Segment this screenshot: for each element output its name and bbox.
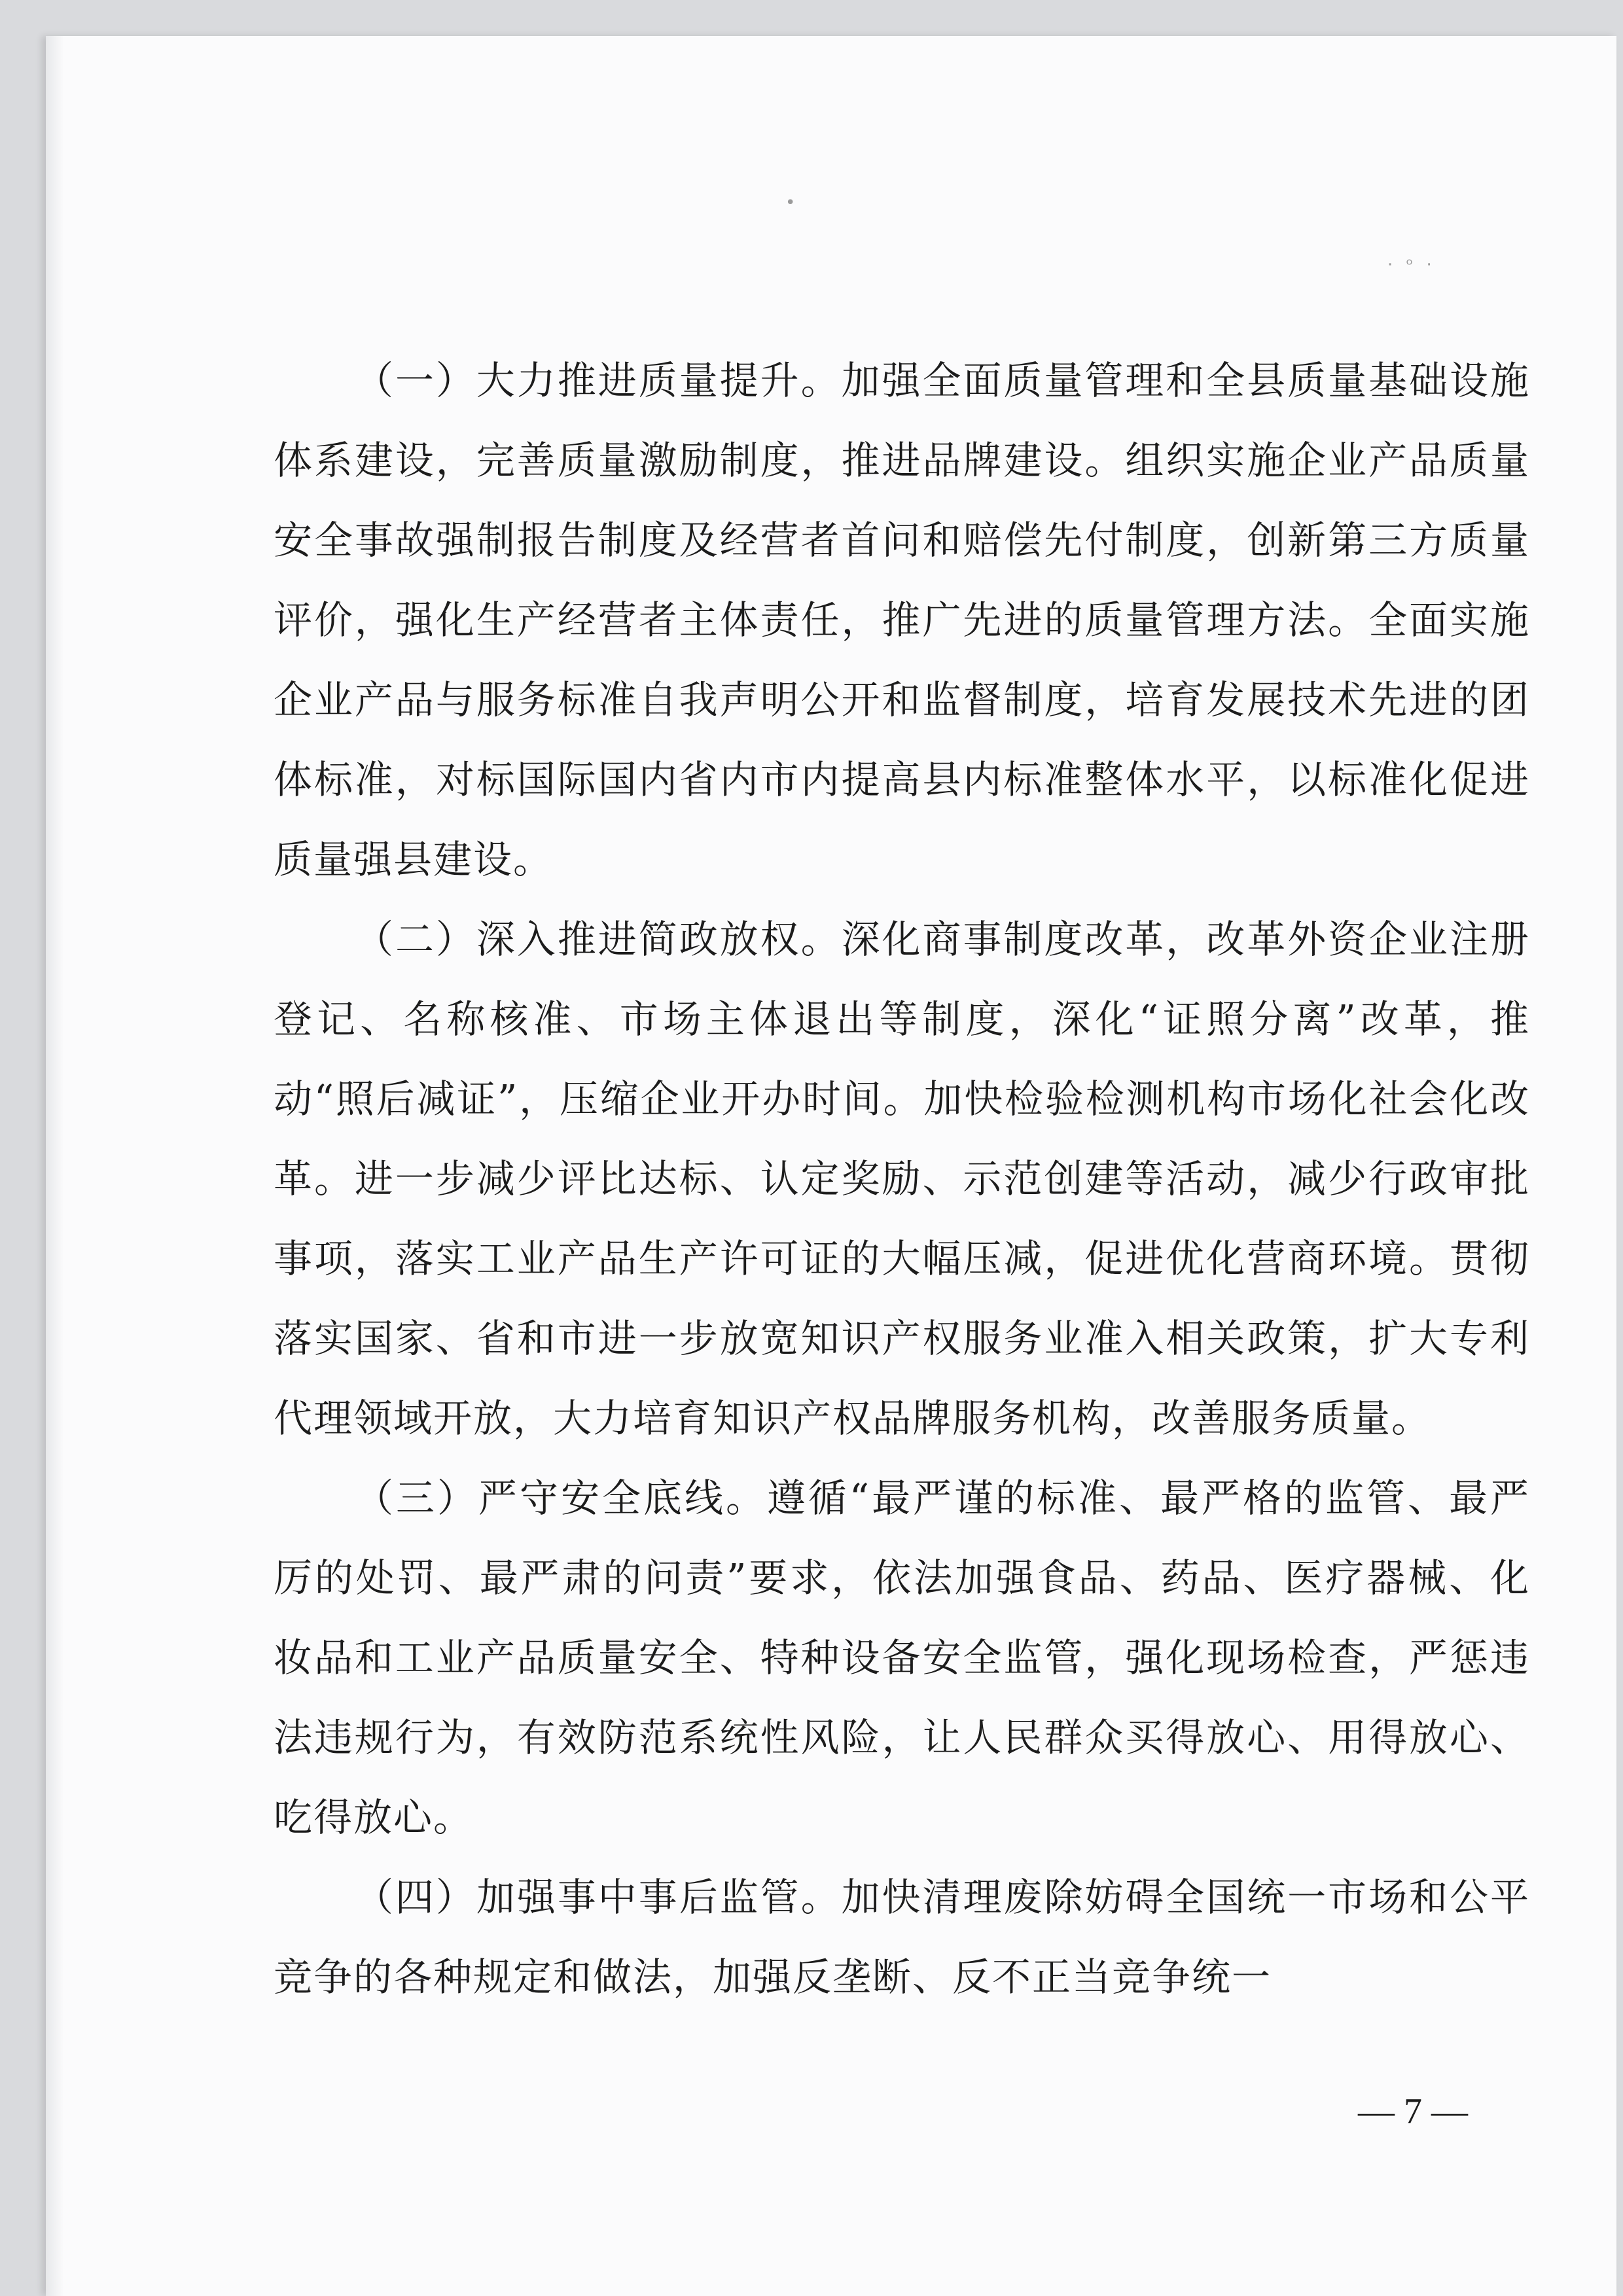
paragraph-safety-bottom-line: （三）严守安全底线。遵循“最严谨的标准、最严格的监管、最严厉的处罚、最严肃的问责”要求，依法加强食品、药品、医疗器械、化妆品和工业产品质量安全、特种设备安全监管，强化现场检查，严惩违法违规行为，有效防范系统性风险，让人民群众买得放心、用得放心、吃得放心。: [274, 1475, 1530, 1840]
scan-speck: · ᵒ ·: [1387, 255, 1436, 275]
paragraph-in-process-supervision: （四）加强事中事后监管。加快清理废除妨碍全国统一市场和公平竞争的各种规定和做法，加强反垄断、反不正当竞争统一: [274, 1875, 1530, 2000]
paragraph-streamline-administration: （二）深入推进简政放权。深化商事制度改革，改革外资企业注册登记、名称核准、市场主体退出等制度，深化“证照分离”改革，推动“照后减证”，压缩企业开办时间。加快检验检测机构市场化社会化改革。进一步减少评比达标、认定奖励、示范创建等活动，减少行政审批事项，落实工业产品生产许可证的大幅压减，促进优化营商环境。贯彻落实国家、省和市进一步放宽知识产权服务业准入相关政策，扩大专利代理领域开放，大力培育知识产权品牌服务机构，改善服务质量。: [274, 917, 1530, 1441]
page-number: — 7 —: [1358, 2091, 1468, 2132]
body-text: [274, 341, 1530, 2017]
paragraph-quality-improvement: （一）大力推进质量提升。加强全面质量管理和全县质量基础设施体系建设，完善质量激励制度，推进品牌建设。组织实施企业产品质量安全事故强制报告制度及经营者首问和赔偿先付制度，创新第三方质量评价，强化生产经营者主体责任，推广先进的质量管理方法。全面实施企业产品与服务标准自我声明公开和监督制度，培育发展技术先进的团体标准，对标国际国内省内市内提高县内标准整体水平，以标准化促进质量强县建设。: [274, 358, 1530, 882]
scan-speck: •: [785, 193, 796, 213]
page-edge-shadow: [46, 36, 64, 2296]
document-page: [46, 36, 1616, 2296]
